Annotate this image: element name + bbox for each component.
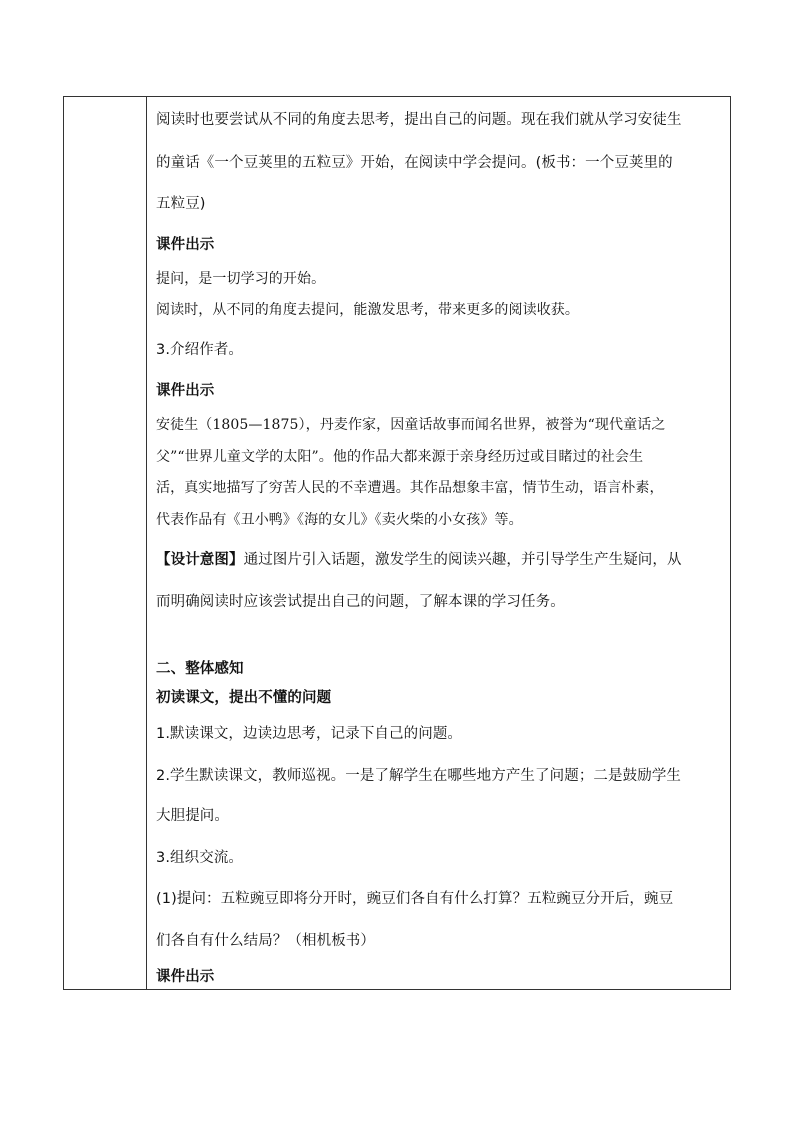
text-line: 2.学生默读课文，教师巡视。一是了解学生在哪些地方产生了问题；二是鼓励学生	[156, 768, 682, 784]
lesson-table	[63, 96, 731, 990]
design-intent-paragraph	[156, 550, 682, 570]
design-intent-text: 通过图片引入话题，激发学生的阅读兴趣，并引导学生产生疑问，从	[243, 552, 682, 568]
courseware-heading: 课件出示	[156, 237, 215, 253]
text-line: 活，真实地描写了穷苦人民的不幸遭遇。其作品想象丰富，情节生动，语言朴素，	[156, 480, 664, 496]
text-line: 父”“世界儿童文学的太阳”。他的作品大都来源于亲身经历过或目睹过的社会生	[156, 449, 644, 465]
text-line: 代表作品有《丑小鸭》《海的女儿》《卖火柴的小女孩》等。	[156, 512, 523, 528]
text-line: 3.组织交流。	[156, 850, 244, 866]
text-line: 3.介绍作者。	[156, 342, 244, 358]
subsection-heading: 初读课文，提出不懂的问题	[156, 690, 332, 706]
courseware-heading: 课件出示	[156, 969, 215, 985]
text-line: 五粒豆)	[156, 196, 206, 212]
table-left-column	[64, 97, 147, 989]
courseware-heading: 课件出示	[156, 383, 215, 399]
design-intent-label: 【设计意图】	[156, 552, 244, 568]
text-line: 安徒生（1805—1875），丹麦作家，因童话故事而闻名世界，被誉为“现代童话之	[156, 417, 666, 433]
text-line: 提问，是一切学习的开始。	[156, 271, 326, 287]
section-heading: 二、整体感知	[156, 661, 244, 677]
text-line: 阅读时，从不同的角度去提问，能激发思考，带来更多的阅读收获。	[156, 302, 579, 318]
text-line: 们各自有什么结局？（相机板书）	[156, 933, 375, 949]
text-line: 的童话《一个豆荚里的五粒豆》开始，在阅读中学会提问。(板书：一个豆荚里的	[156, 155, 673, 171]
text-line: 1.默读课文，边读边思考，记录下自己的问题。	[156, 726, 463, 742]
table-content-cell	[148, 97, 730, 989]
text-line: 大胆提问。	[156, 808, 229, 824]
text-line: 而明确阅读时应该尝试提出自己的问题，了解本课的学习任务。	[156, 594, 565, 610]
text-line: (1)提问：五粒豌豆即将分开时，豌豆们各自有什么打算？五粒豌豆分开后，豌豆	[156, 891, 674, 907]
text-line: 阅读时也要尝试从不同的角度去思考，提出自己的问题。现在我们就从学习安徒生	[156, 112, 682, 128]
